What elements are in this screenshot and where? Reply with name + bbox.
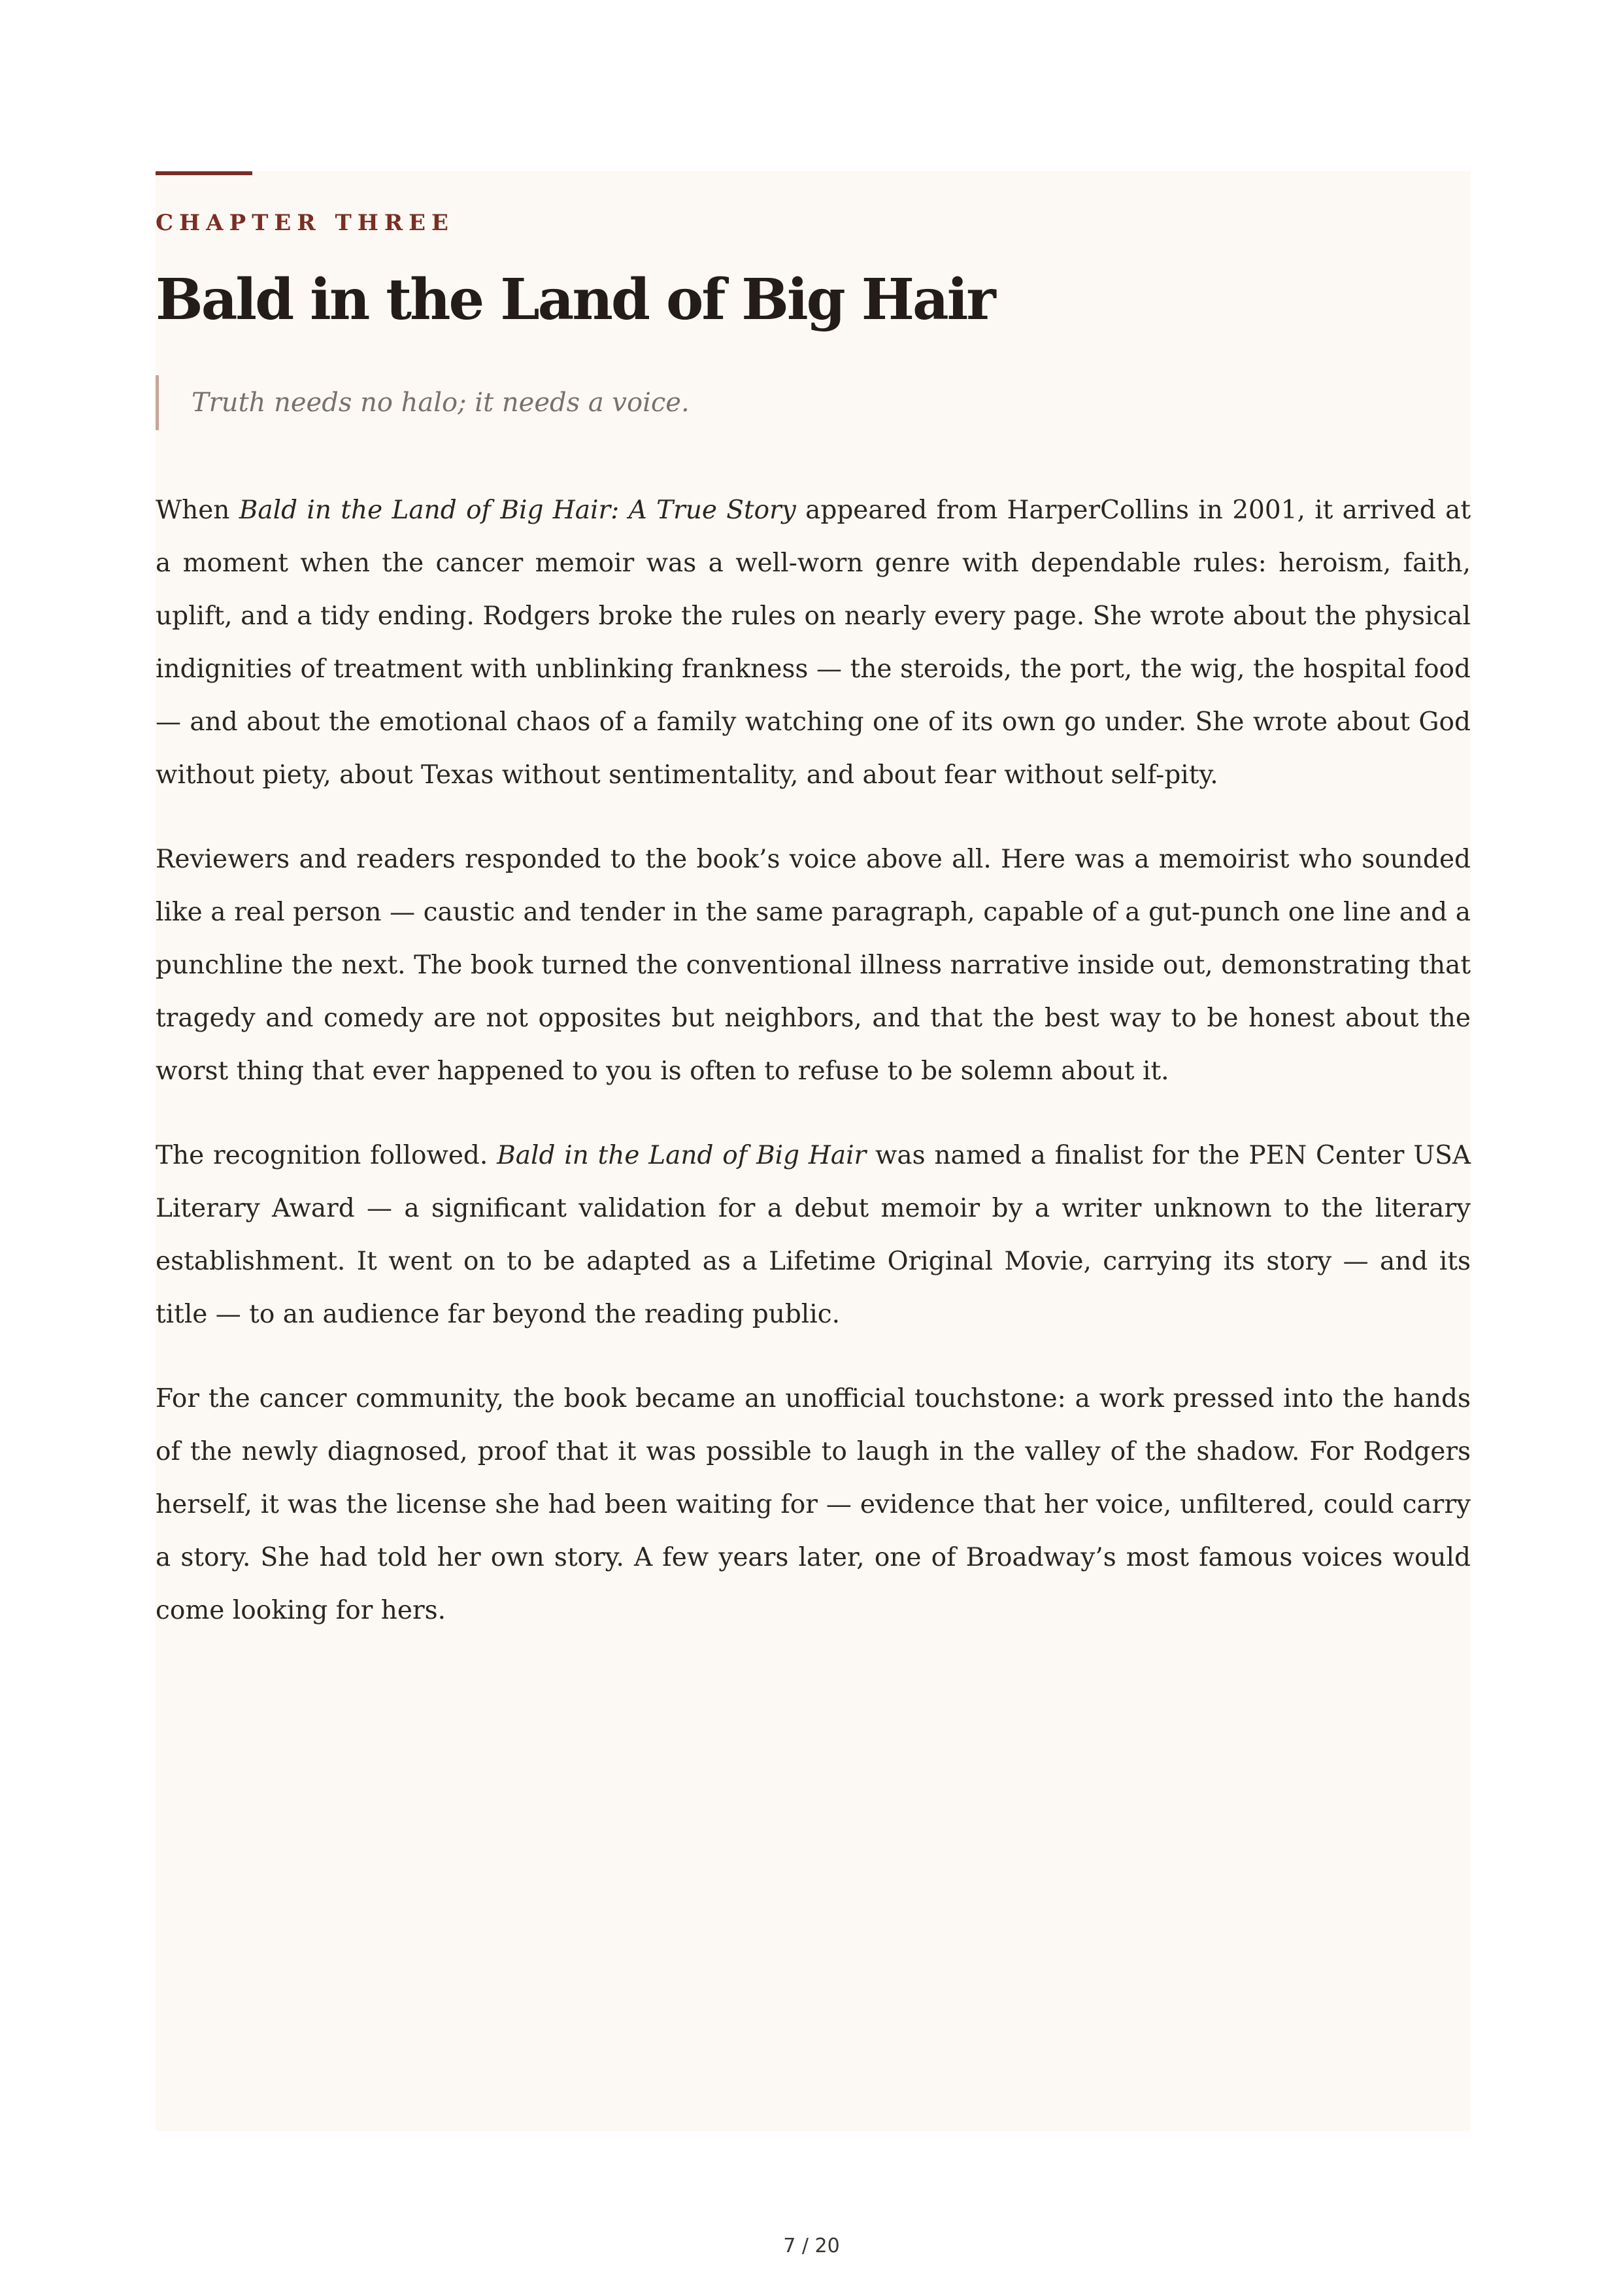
paragraph-2: Reviewers and readers responded to the book’s voice above all. Here was a memoirist who sounded like a real person — caustic and tender in the same paragraph, capable of a gut-punch one line and a punchline the next. The book turned the conventional illness narrative inside out, demonstrating that tragedy and comedy are not opposites but neighbors, and that the best way to be honest about the worst thing that ever happened to you is often to refuse to be solemn about it. — [156, 845, 1471, 1086]
book-title: Bald in the Land of Big Hair: A True Story — [239, 496, 796, 525]
book-title-short: Bald in the Land of Big Hair — [497, 1141, 867, 1170]
paragraph-1-lead: When — [156, 496, 239, 525]
chapter-label: CHAPTER THREE — [156, 210, 454, 236]
paragraph-3-rest: was named a finalist for the PEN Center USA Literary Award — a significant validation for a debut memoir by a writer unknown to the literary establishment. It went on to be adapted as a Lifetime Original Movie, carrying its story — and its title — to an audience far beyond the reading public. — [156, 1141, 1471, 1329]
body-text — [156, 484, 1471, 1668]
epigraph-text: Truth needs no halo; it needs a voice. — [192, 388, 690, 418]
paragraph-3-lead: The recognition followed. — [156, 1141, 497, 1170]
paragraph-1-rest: appeared from HarperCollins in 2001, it arrived at a moment when the cancer memoir was a well-worn genre with dependable rules: heroism, faith, uplift, and a tidy ending. Rodgers broke the rules on nearly every page. She wrote about the physical indignities of treatment with unblinking frankness — the steroids, the port, the wig, the hospital food — and about the emotional chaos of a family watching one of its own go under. She wrote about God without piety, about Texas without sentimentality, and about fear without self-pity. — [156, 496, 1471, 790]
accent-rule — [156, 171, 252, 175]
paragraph-3 — [156, 1129, 1471, 1341]
page-number: 7 / 20 — [783, 2235, 840, 2257]
paragraph-4: For the cancer community, the book became an unofficial touchstone: a work pressed into the hands of the newly diagnosed, proof that it was possible to laugh in the valley of the shadow. For Rodgers herself, it was the license she had been waiting for — evidence that her voice, unfiltered, could carry a story. She had told her own story. A few years later, one of Broadway’s most famous voices would come looking for hers. — [156, 1384, 1471, 1625]
chapter-title: Bald in the Land of Big Hair — [156, 267, 994, 333]
epigraph — [156, 375, 690, 430]
paragraph-1 — [156, 484, 1471, 802]
